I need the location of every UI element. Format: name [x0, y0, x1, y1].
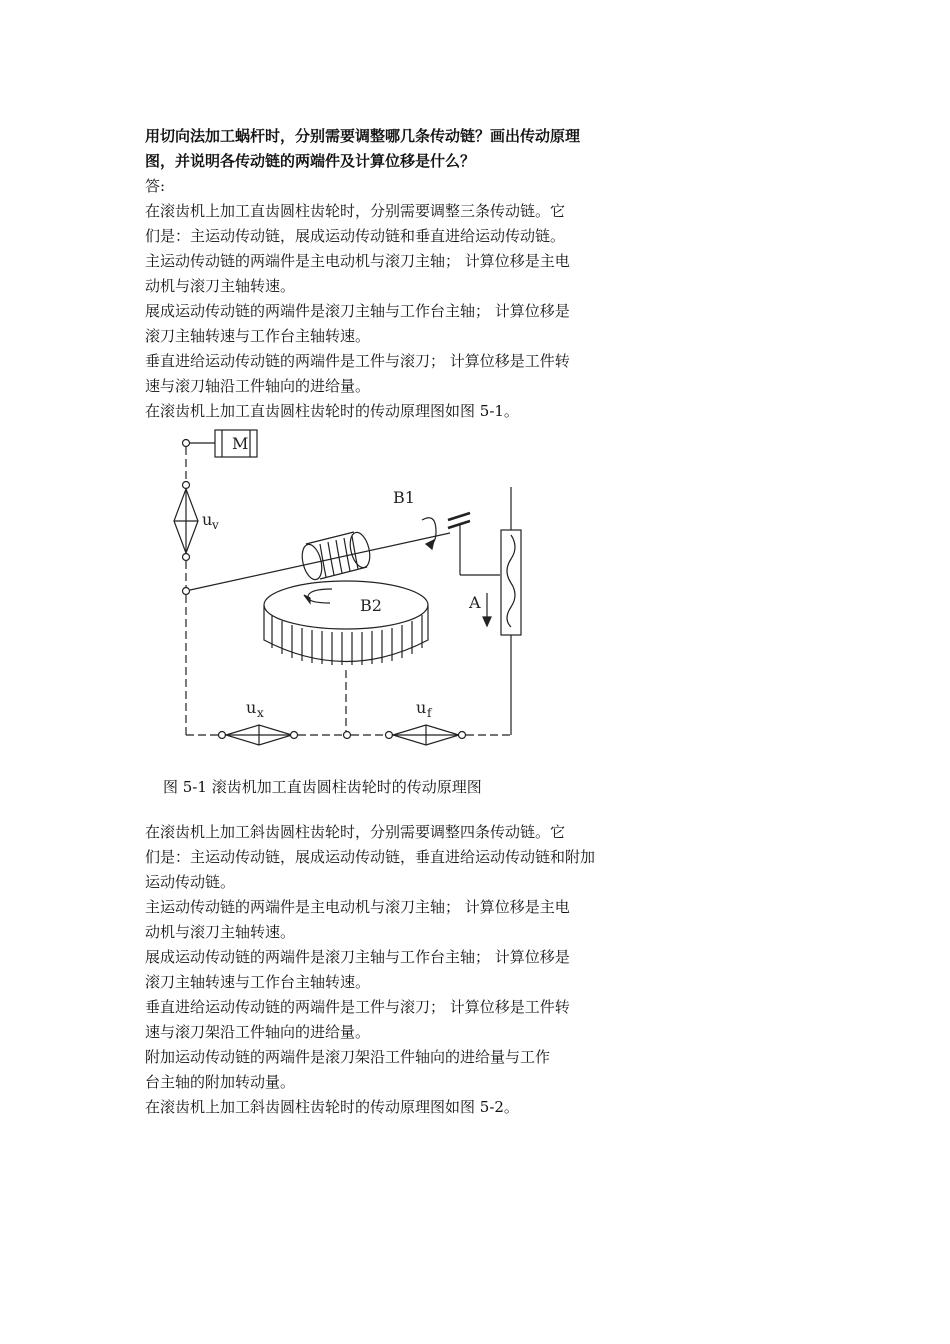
paragraph-line: 们是：主运动传动链，展成运动传动链和垂直进给运动传动链。: [145, 227, 566, 245]
paragraph-line: 台主轴的附加转动量。: [145, 1073, 296, 1091]
paragraph-line: 们是：主运动传动链，展成运动传动链，垂直进给运动传动链和附加: [145, 848, 596, 866]
paragraph-line: 附加运动传动链的两端件是滚刀架沿工件轴向的进给量与工作: [145, 1048, 551, 1066]
paragraph-line: 展成运动传动链的两端件是滚刀主轴与工作台主轴； 计算位移是: [145, 302, 570, 320]
paragraph-line: 在滚齿机上加工直齿圆柱齿轮时，分别需要调整三条传动链。它: [145, 202, 566, 220]
paragraph-line: 运动传动链。: [145, 873, 236, 891]
paragraph-line: 在滚齿机上加工斜齿圆柱齿轮时，分别需要调整四条传动链。它: [145, 823, 566, 841]
b1-label: B1: [393, 488, 415, 507]
paragraph-line: 速与滚刀架沿工件轴向的进给量。: [145, 1023, 371, 1041]
ux-subscript: x: [257, 706, 264, 720]
hob-cutter: [299, 530, 373, 581]
transmission-diagram: [160, 425, 560, 755]
uv-label: u: [202, 510, 213, 529]
paragraph-line: 展成运动传动链的两端件是滚刀主轴与工作台主轴； 计算位移是: [145, 948, 570, 966]
paragraph-line: 动机与滚刀主轴转速。: [145, 277, 296, 295]
figure-caption: 图 5-1 滚齿机加工直齿圆柱齿轮时的传动原理图: [163, 778, 482, 796]
paragraph-line: 主运动传动链的两端件是主电动机与滚刀主轴； 计算位移是主电: [145, 252, 570, 270]
b2-rotation-arrow: [308, 589, 332, 603]
workpiece-gear: [264, 581, 428, 665]
uv-subscript: v: [212, 518, 219, 532]
paragraph-line: 在滚齿机上加工直齿圆柱齿轮时的传动原理图如图 5-1。: [145, 402, 519, 420]
uf-label: u: [416, 698, 427, 717]
paragraph-line: 在滚齿机上加工斜齿圆柱齿轮时的传动原理图如图 5-2。: [145, 1098, 519, 1116]
b2-label: B2: [360, 596, 382, 615]
paragraph-line: 垂直进给运动传动链的两端件是工件与滚刀； 计算位移是工件转: [145, 998, 570, 1016]
question-line-1: 用切向法加工蜗杆时，分别需要调整哪几条传动链？画出传动原理: [145, 127, 581, 145]
paragraph-line: 主运动传动链的两端件是主电动机与滚刀主轴； 计算位移是主电: [145, 898, 570, 916]
a-label: A: [469, 593, 481, 612]
paragraph-line: 滚刀主轴转速与工作台主轴转速。: [145, 327, 371, 345]
answer-label: 答:: [145, 177, 166, 195]
paragraph-line: 滚刀主轴转速与工作台主轴转速。: [145, 973, 371, 991]
ux-label: u: [246, 698, 257, 717]
question-line-2: 图，并说明各传动链的两端件及计算位移是什么？: [145, 152, 476, 170]
paragraph-line: 垂直进给运动传动链的两端件是工件与滚刀； 计算位移是工件转: [145, 352, 570, 370]
uf-subscript: f: [427, 706, 432, 720]
paragraph-line: 速与滚刀轴沿工件轴向的进给量。: [145, 377, 371, 395]
motor-label: M: [232, 434, 249, 453]
paragraph-line: 动机与滚刀主轴转速。: [145, 923, 296, 941]
